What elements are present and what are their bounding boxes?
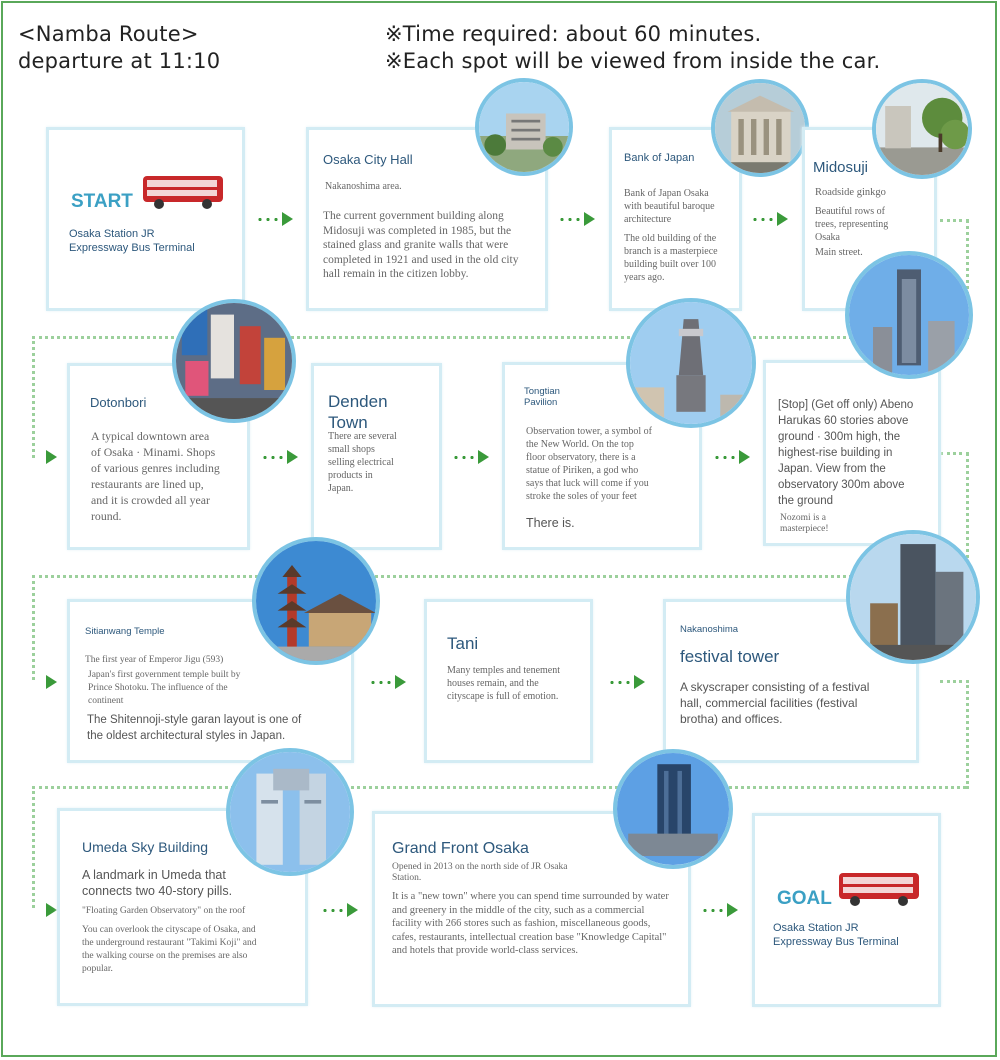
tongtian-photo — [626, 298, 756, 428]
arrow-icon — [608, 674, 650, 690]
arrow-icon — [36, 674, 58, 690]
bus-icon — [141, 174, 225, 210]
umeda-title: Umeda Sky Building — [82, 839, 209, 855]
gfo-photo — [613, 749, 733, 869]
tongtian-desc: Observation tower, a symbol of the New World. On the top floor observatory, there is a statue of Piriken, a god who says that luck will come if you stroke the soles of your feet — [526, 426, 652, 502]
denden-card — [311, 363, 442, 550]
boj-title: Bank of Japan — [624, 152, 695, 164]
city-hall-title: Osaka City Hall — [323, 152, 413, 167]
temple-desc3: The Shitennoji-style garan layout is one of the oldest architectural styles in Japan. — [87, 714, 302, 742]
city-hall-desc: The current government building along Midosuji was completed in 1985, but the stained glass and granite walls that were completed in 1921 and used in the old city hall remain in the citizen lobby. — [323, 210, 519, 280]
umeda-photo — [226, 748, 354, 876]
temple-photo — [252, 537, 380, 665]
midosuji-title: Midosuji — [813, 159, 869, 176]
row-connector — [32, 786, 35, 908]
midosuji-sub: Roadside ginkgo — [815, 187, 886, 198]
start-place: Osaka Station JR — [69, 228, 155, 240]
dotonbori-photo — [172, 299, 296, 423]
bus-icon — [837, 871, 921, 907]
festival-desc: A skyscraper consisting of a festival hall, commercial facilities (festival brotha) and offices. — [680, 680, 870, 726]
abeno-desc2: Nozomi is a masterpiece! — [780, 513, 829, 534]
row-connector — [32, 336, 966, 339]
tongtian-title: Tongtian Pavilion — [524, 386, 560, 408]
midosuji-desc2: Main street. — [815, 247, 863, 258]
dotonbori-desc: A typical downtown area of Osaka · Minami. Shops of various genres including restaurants are lined up, and it is crowded all year round. — [91, 429, 220, 523]
start-place2: Expressway Bus Terminal — [69, 242, 195, 254]
gfo-sub: Opened in 2013 on the north side of JR Osaka Station. — [392, 862, 568, 883]
arrow-icon — [369, 674, 411, 690]
denden-desc: There are several small shops selling electrical products in Japan. — [328, 431, 397, 494]
view-note: ※Each spot will be viewed from inside the car. — [385, 49, 881, 73]
boj-desc1: Bank of Japan Osaka with beautiful baroque architecture — [624, 188, 715, 225]
city-hall-sub: Nakanoshima area. — [325, 181, 402, 192]
route-title: <Namba Route> — [18, 22, 199, 46]
dotonbori-title: Dotonbori — [90, 395, 147, 410]
tongtian-desc2: There is. — [526, 516, 575, 530]
denden-title: Denden Town — [328, 392, 388, 432]
gfo-title: Grand Front Osaka — [392, 840, 529, 857]
abeno-photo — [845, 251, 973, 379]
arrow-icon — [452, 449, 494, 465]
midosuji-desc: Beautiful rows of trees, representing Osaka — [815, 206, 889, 243]
time-note: ※Time required: about 60 minutes. — [385, 22, 762, 46]
umeda-desc2: "Floating Garden Observatory" on the roof — [82, 906, 246, 916]
abeno-desc: [Stop] (Get off only) Abeno Harukas 60 stories above ground · 300m high, the highest-rise building in Japan. View from the observatory 300m above the ground — [778, 399, 914, 507]
umeda-desc1: A landmark in Umeda that connects two 40-story pills. — [82, 868, 233, 898]
festival-title: festival tower — [680, 647, 780, 666]
goal-label: GOAL — [777, 888, 832, 909]
temple-desc1: The first year of Emperor Jigu (593) — [85, 655, 224, 665]
arrow-icon — [751, 211, 793, 227]
arrow-icon — [36, 449, 58, 465]
tani-desc: Many temples and tenement houses remain, and the cityscape is full of emotion. — [447, 665, 561, 702]
arrow-icon — [701, 902, 743, 918]
goal-place: Osaka Station JR — [773, 922, 859, 934]
row-connector — [32, 786, 966, 789]
arrow-icon — [321, 902, 363, 918]
festival-photo — [846, 530, 980, 664]
boj-desc2: The old building of the branch is a masterpiece building built over 100 years ago. — [624, 233, 718, 283]
temple-desc2: Japan's first government temple built by Prince Shotoku. The influence of the continent — [88, 670, 241, 706]
arrow-icon — [256, 211, 298, 227]
goal-card — [752, 813, 941, 1007]
umeda-desc3: You can overlook the cityscape of Osaka, and the underground restaurant "Takimi Koji" and the walking course on the premises are also popular. — [82, 925, 257, 974]
arrow-icon — [36, 902, 58, 918]
departure-time: departure at 11:10 — [18, 49, 221, 73]
row-connector — [940, 680, 969, 789]
start-card — [46, 127, 245, 311]
start-label: START — [71, 191, 133, 212]
arrow-icon — [558, 211, 600, 227]
arrow-icon — [713, 449, 755, 465]
city-hall-photo — [475, 78, 573, 176]
arrow-icon — [261, 449, 303, 465]
festival-kicker: Nakanoshima — [680, 624, 739, 635]
goal-place2: Expressway Bus Terminal — [773, 936, 899, 948]
tani-card — [424, 599, 593, 763]
tani-title: Tani — [447, 634, 479, 653]
temple-title: Sitianwang Temple — [85, 626, 165, 637]
boj-photo — [711, 79, 809, 177]
midosuji-photo — [872, 79, 972, 179]
row-connector — [32, 336, 35, 458]
abeno-card — [763, 360, 941, 546]
row-connector — [32, 575, 35, 680]
gfo-desc: It is a "new town" where you can spend time surrounded by water and greenery in the middle of the city, such as a commercial facility with 266 stores such as fashion, miscellaneous goods, cafes, restaurants, intellectual creation base "Knowledge Capital" and hotels that provide world-class services. — [392, 891, 669, 956]
row-connector — [32, 575, 966, 578]
